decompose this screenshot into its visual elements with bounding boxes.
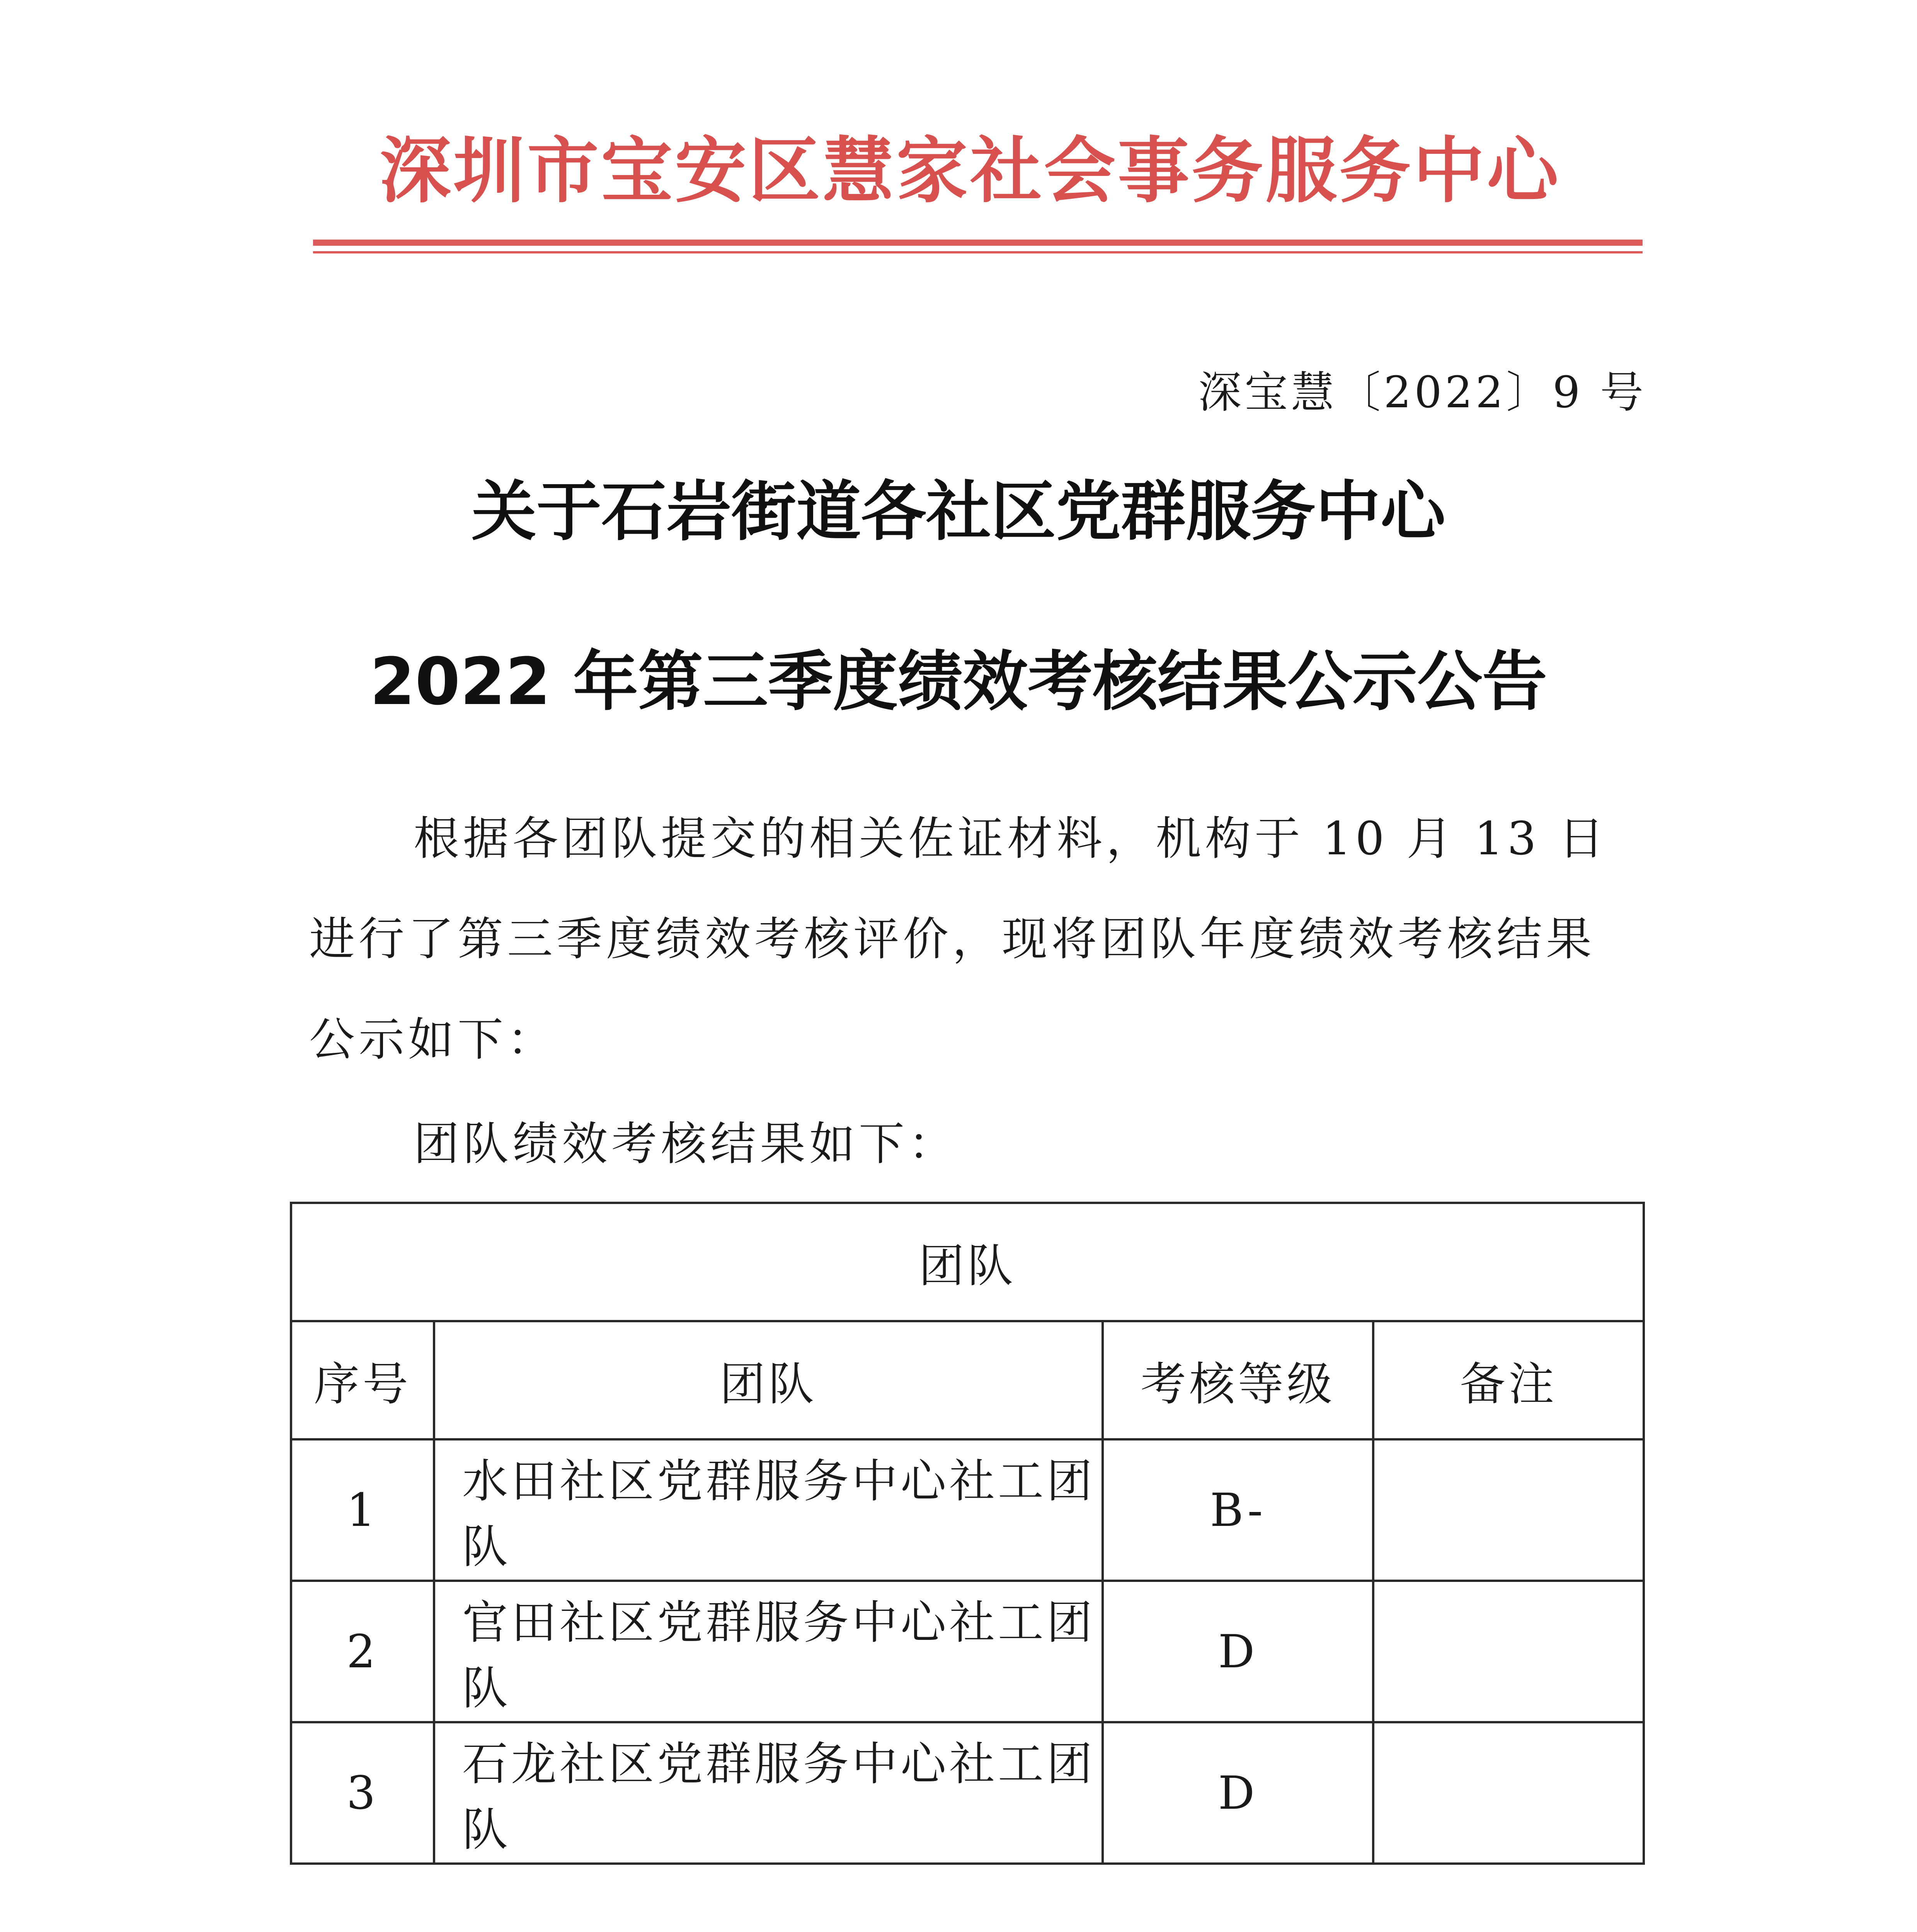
header-grade: 考核等级: [1103, 1321, 1373, 1439]
table-row: [291, 1581, 1644, 1722]
results-table: [290, 1202, 1645, 1865]
row-index: 3: [291, 1722, 434, 1864]
document-title-line1: 关于石岩街道各社区党群服务中心: [472, 474, 1445, 549]
row-team: 官田社区党群服务中心社工团队: [434, 1581, 1103, 1722]
table-row: [291, 1722, 1644, 1864]
row-grade: B-: [1103, 1439, 1373, 1581]
table-caption: 团队: [291, 1203, 1644, 1321]
row-team: 石龙社区党群服务中心社工团队: [434, 1722, 1103, 1864]
row-grade: D: [1103, 1722, 1373, 1864]
letterhead-rule-thin: [313, 251, 1643, 253]
body-paragraph-3: [406, 1917, 1639, 1932]
document-number: 深宝慧〔2022〕9 号: [1198, 367, 1646, 418]
row-team: 水田社区党群服务中心社工团队: [434, 1439, 1103, 1581]
row-index: 2: [291, 1581, 434, 1722]
letterhead-rule-thick: [313, 240, 1643, 246]
row-index: 1: [291, 1439, 434, 1581]
row-grade: D: [1103, 1581, 1373, 1722]
table-caption-row: [291, 1203, 1644, 1321]
header-team: 团队: [434, 1321, 1103, 1439]
header-remark: 备注: [1373, 1321, 1644, 1439]
document-title-line2: 2022 年第三季度绩效考核结果公示公告: [369, 644, 1548, 719]
row-remark: [1373, 1722, 1644, 1864]
table-header-row: [291, 1321, 1644, 1439]
header-index: 序号: [291, 1321, 434, 1439]
body-paragraph-1: 根据各团队提交的相关佐证材料，机构于 10 月 13 日进行了第三季度绩效考核评价，现将团队年度绩效考核结果公示如下：: [309, 812, 1608, 1066]
letterhead-title: 深圳市宝安区慧家社会事务服务中心: [380, 129, 1561, 213]
row-remark: [1373, 1439, 1644, 1581]
table-row: [291, 1439, 1644, 1581]
row-remark: [1373, 1581, 1644, 1722]
body-paragraph-2: 团队绩效考核结果如下：: [414, 1117, 958, 1170]
